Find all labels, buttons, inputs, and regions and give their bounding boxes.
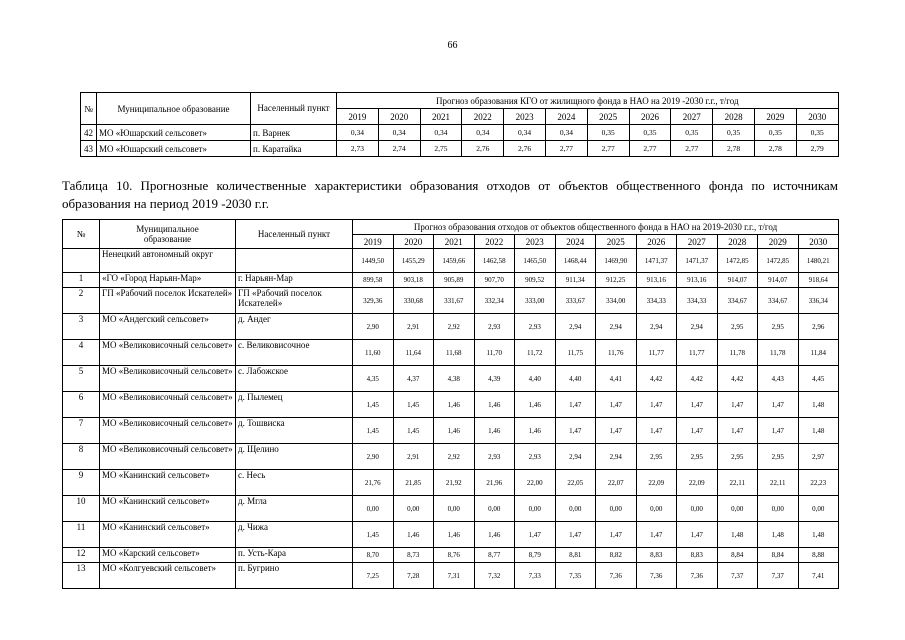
kgo-forecast-table (80, 92, 839, 157)
value-cell: 909,52 (515, 273, 556, 288)
value-cell: 4,40 (555, 366, 596, 392)
value-cell: 22,11 (758, 470, 799, 496)
value-cell: 2,77 (671, 141, 713, 157)
value-cell: 2,95 (758, 444, 799, 470)
value-cell: 0,00 (515, 496, 556, 522)
locality-cell: д. Мгла (236, 496, 353, 522)
year-header: 2023 (515, 235, 556, 249)
year-header: 2030 (798, 235, 839, 249)
table-row (63, 366, 839, 392)
value-cell: 2,96 (798, 314, 839, 340)
locality-cell (236, 249, 353, 273)
value-cell: 914,07 (717, 273, 758, 288)
value-cell: 1,46 (434, 522, 475, 548)
value-cell: 11,84 (798, 340, 839, 366)
value-cell: 912,25 (596, 273, 637, 288)
year-header: 2021 (434, 235, 475, 249)
year-header: 2020 (393, 235, 434, 249)
locality-cell: д. Тошвиска (236, 418, 353, 444)
year-header: 2027 (677, 235, 718, 249)
year-header: 2020 (378, 109, 420, 125)
locality-cell: г. Нарьян-Мар (236, 273, 353, 288)
value-cell: 22,05 (555, 470, 596, 496)
value-cell: 1,47 (596, 522, 637, 548)
value-cell: 21,92 (434, 470, 475, 496)
value-cell: 7,41 (798, 563, 839, 589)
value-cell: 2,90 (353, 444, 394, 470)
value-cell: 0,35 (713, 125, 755, 141)
value-cell: 2,95 (677, 444, 718, 470)
value-cell: 1,48 (798, 522, 839, 548)
value-cell: 1,47 (677, 392, 718, 418)
value-cell: 7,36 (596, 563, 637, 589)
value-cell: 22,00 (515, 470, 556, 496)
year-header: 2024 (555, 235, 596, 249)
value-cell: 1480,21 (798, 249, 839, 273)
value-cell: 1,47 (515, 522, 556, 548)
year-header: 2023 (504, 109, 546, 125)
value-cell: 2,92 (434, 444, 475, 470)
value-cell: 0,00 (555, 496, 596, 522)
row-number: 11 (63, 522, 100, 548)
col-header-municipality: Муниципальное образование (97, 93, 251, 125)
value-cell: 8,82 (596, 548, 637, 563)
value-cell: 1,48 (798, 392, 839, 418)
municipality-cell: МО «Великовисочный сельсовет» (100, 366, 236, 392)
value-cell: 0,00 (636, 496, 677, 522)
value-cell: 2,91 (393, 314, 434, 340)
municipality-cell: ГП «Рабочий поселок Искателей» (100, 288, 236, 314)
value-cell: 7,28 (393, 563, 434, 589)
value-cell: 334,67 (758, 288, 799, 314)
value-cell: 911,34 (555, 273, 596, 288)
value-cell: 0,00 (434, 496, 475, 522)
table-row (63, 563, 839, 589)
value-cell: 11,76 (596, 340, 637, 366)
value-cell: 11,70 (474, 340, 515, 366)
table-row (63, 418, 839, 444)
value-cell: 1,47 (636, 418, 677, 444)
value-cell: 7,31 (434, 563, 475, 589)
municipality-cell: МО «Карский сельсовет» (100, 548, 236, 563)
value-cell: 1,47 (636, 392, 677, 418)
value-cell: 2,94 (636, 314, 677, 340)
value-cell: 2,73 (337, 141, 379, 157)
value-cell: 334,33 (677, 288, 718, 314)
value-cell: 1,46 (474, 392, 515, 418)
locality-cell: п. Каратайка (251, 141, 337, 157)
value-cell: 1,48 (717, 522, 758, 548)
value-cell: 329,36 (353, 288, 394, 314)
value-cell: 1,47 (677, 522, 718, 548)
value-cell: 11,77 (677, 340, 718, 366)
value-cell: 0,00 (717, 496, 758, 522)
table-row (63, 288, 839, 314)
value-cell: 907,70 (474, 273, 515, 288)
value-cell: 11,78 (717, 340, 758, 366)
table-row (63, 470, 839, 496)
value-cell: 1459,66 (434, 249, 475, 273)
value-cell: 0,35 (587, 125, 629, 141)
year-header: 2029 (754, 109, 796, 125)
value-cell: 22,09 (677, 470, 718, 496)
value-cell: 4,42 (636, 366, 677, 392)
value-cell: 2,94 (555, 444, 596, 470)
value-cell: 331,67 (434, 288, 475, 314)
value-cell: 7,37 (717, 563, 758, 589)
value-cell: 1472,85 (717, 249, 758, 273)
col-header-forecast: Прогноз образования отходов от объектов общественного фонда в НАО на 2019-2030 г.г., т/год (353, 220, 839, 235)
value-cell: 11,78 (758, 340, 799, 366)
value-cell: 0,00 (474, 496, 515, 522)
locality-cell: ГП «Рабочий поселок Искателей» (236, 288, 353, 314)
table-row (81, 141, 839, 157)
locality-cell: п. Усть-Кара (236, 548, 353, 563)
year-header: 2026 (636, 235, 677, 249)
row-number: 42 (81, 125, 97, 141)
page-number: 66 (447, 40, 458, 51)
value-cell: 0,34 (337, 125, 379, 141)
value-cell: 334,33 (636, 288, 677, 314)
year-header: 2026 (629, 109, 671, 125)
value-cell: 2,78 (754, 141, 796, 157)
table-row (63, 548, 839, 563)
value-cell: 8,79 (515, 548, 556, 563)
value-cell: 11,68 (434, 340, 475, 366)
table-row (63, 496, 839, 522)
value-cell: 0,00 (393, 496, 434, 522)
locality-cell: д. Андег (236, 314, 353, 340)
value-cell: 2,77 (587, 141, 629, 157)
year-header: 2028 (717, 235, 758, 249)
value-cell: 0,00 (596, 496, 637, 522)
municipality-cell: МО «Юшарский сельсовет» (97, 141, 251, 157)
municipality-cell: МО «Юшарский сельсовет» (97, 125, 251, 141)
value-cell: 4,42 (717, 366, 758, 392)
value-cell: 914,07 (758, 273, 799, 288)
value-cell: 1472,85 (758, 249, 799, 273)
year-header: 2027 (671, 109, 713, 125)
value-cell: 0,34 (378, 125, 420, 141)
value-cell: 1,47 (555, 418, 596, 444)
value-cell: 1471,37 (636, 249, 677, 273)
value-cell: 899,58 (353, 273, 394, 288)
col-header-forecast: Прогноз образования КГО от жилищного фонда в НАО на 2019 -2030 г.г., т/год (337, 93, 839, 109)
value-cell: 1462,58 (474, 249, 515, 273)
value-cell: 2,95 (636, 444, 677, 470)
value-cell: 0,00 (798, 496, 839, 522)
value-cell: 2,95 (758, 314, 799, 340)
row-number: 12 (63, 548, 100, 563)
table-row (63, 392, 839, 418)
value-cell: 1,48 (758, 522, 799, 548)
row-number: 2 (63, 288, 100, 314)
value-cell: 2,79 (796, 141, 838, 157)
value-cell: 22,09 (636, 470, 677, 496)
value-cell: 1,46 (474, 522, 515, 548)
row-number: 6 (63, 392, 100, 418)
col-header-locality: Населенный пункт (236, 220, 353, 249)
value-cell: 2,93 (474, 444, 515, 470)
value-cell: 2,94 (596, 444, 637, 470)
row-number: 10 (63, 496, 100, 522)
value-cell: 7,33 (515, 563, 556, 589)
row-number: 7 (63, 418, 100, 444)
value-cell: 2,76 (462, 141, 504, 157)
row-number (63, 249, 100, 273)
value-cell: 7,37 (758, 563, 799, 589)
table-row (63, 522, 839, 548)
value-cell: 1,47 (758, 392, 799, 418)
value-cell: 1,46 (515, 392, 556, 418)
municipality-cell: МО «Канинский сельсовет» (100, 522, 236, 548)
value-cell: 8,88 (798, 548, 839, 563)
table-caption: Таблица 10. Прогнозные количественные характеристики образования отходов от объектов общественного фонда по источникам образования на период 2019 -2030 г.г. (62, 178, 838, 211)
value-cell: 333,67 (555, 288, 596, 314)
row-number: 8 (63, 444, 100, 470)
year-header: 2019 (337, 109, 379, 125)
value-cell: 334,67 (717, 288, 758, 314)
col-header-locality: Населенный пункт (251, 93, 337, 125)
value-cell: 1,45 (353, 418, 394, 444)
value-cell: 1,47 (636, 522, 677, 548)
municipality-cell: МО «Канинский сельсовет» (100, 496, 236, 522)
value-cell: 2,93 (474, 314, 515, 340)
locality-cell: с. Великовисочное (236, 340, 353, 366)
locality-cell: д. Пылемец (236, 392, 353, 418)
table-body (81, 125, 839, 157)
locality-cell: с. Несь (236, 470, 353, 496)
value-cell: 2,95 (717, 444, 758, 470)
year-header: 2019 (353, 235, 394, 249)
year-header: 2024 (545, 109, 587, 125)
year-header: 2025 (587, 109, 629, 125)
value-cell: 11,60 (353, 340, 394, 366)
value-cell: 1,45 (353, 392, 394, 418)
value-cell: 905,89 (434, 273, 475, 288)
value-cell: 0,35 (629, 125, 671, 141)
value-cell: 7,36 (677, 563, 718, 589)
year-header: 2030 (796, 109, 838, 125)
value-cell: 7,32 (474, 563, 515, 589)
value-cell: 1,47 (717, 418, 758, 444)
value-cell: 1,46 (434, 418, 475, 444)
value-cell: 7,25 (353, 563, 394, 589)
value-cell: 0,34 (504, 125, 546, 141)
year-header: 2022 (462, 109, 504, 125)
table-row (63, 444, 839, 470)
locality-cell: д. Щелино (236, 444, 353, 470)
value-cell: 0,34 (420, 125, 462, 141)
value-cell: 918,64 (798, 273, 839, 288)
table-row (63, 249, 839, 273)
value-cell: 8,81 (555, 548, 596, 563)
value-cell: 21,76 (353, 470, 394, 496)
value-cell: 1469,90 (596, 249, 637, 273)
value-cell: 8,83 (636, 548, 677, 563)
value-cell: 8,76 (434, 548, 475, 563)
value-cell: 1,45 (353, 522, 394, 548)
value-cell: 1471,37 (677, 249, 718, 273)
value-cell: 1,47 (677, 418, 718, 444)
value-cell: 2,94 (596, 314, 637, 340)
value-cell: 8,73 (393, 548, 434, 563)
value-cell: 1,45 (393, 418, 434, 444)
value-cell: 1,46 (393, 522, 434, 548)
locality-cell: п. Варнек (251, 125, 337, 141)
value-cell: 0,35 (754, 125, 796, 141)
value-cell: 11,64 (393, 340, 434, 366)
value-cell: 1465,50 (515, 249, 556, 273)
value-cell: 7,36 (636, 563, 677, 589)
municipality-cell: МО «Андегский сельсовет» (100, 314, 236, 340)
value-cell: 1,47 (758, 418, 799, 444)
value-cell: 4,40 (515, 366, 556, 392)
value-cell: 4,43 (758, 366, 799, 392)
value-cell: 2,93 (515, 314, 556, 340)
value-cell: 333,00 (515, 288, 556, 314)
municipality-cell: МО «Великовисочный сельсовет» (100, 444, 236, 470)
value-cell: 4,41 (596, 366, 637, 392)
value-cell: 7,35 (555, 563, 596, 589)
value-cell: 22,23 (798, 470, 839, 496)
year-header: 2022 (474, 235, 515, 249)
locality-cell: п. Бугрино (236, 563, 353, 589)
municipality-cell: «ГО «Город Нарьян-Мар» (100, 273, 236, 288)
value-cell: 0,35 (796, 125, 838, 141)
locality-cell: с. Лабожское (236, 366, 353, 392)
value-cell: 0,00 (353, 496, 394, 522)
value-cell: 2,74 (378, 141, 420, 157)
value-cell: 1449,50 (353, 249, 394, 273)
value-cell: 0,35 (671, 125, 713, 141)
value-cell: 913,16 (636, 273, 677, 288)
municipality-cell: МО «Великовисочный сельсовет» (100, 340, 236, 366)
value-cell: 8,84 (758, 548, 799, 563)
value-cell: 1,46 (515, 418, 556, 444)
col-header-num: № (63, 220, 100, 249)
value-cell: 330,68 (393, 288, 434, 314)
year-header: 2021 (420, 109, 462, 125)
value-cell: 336,34 (798, 288, 839, 314)
value-cell: 22,07 (596, 470, 637, 496)
col-header-num: № (81, 93, 97, 125)
value-cell: 4,37 (393, 366, 434, 392)
table-row (81, 125, 839, 141)
table-row (63, 340, 839, 366)
value-cell: 2,95 (717, 314, 758, 340)
value-cell: 0,34 (462, 125, 504, 141)
municipality-cell: МО «Колгуевский сельсовет» (100, 563, 236, 589)
row-number: 9 (63, 470, 100, 496)
value-cell: 4,39 (474, 366, 515, 392)
value-cell: 1,46 (434, 392, 475, 418)
col-header-municipality: Муниципальное образование (100, 220, 236, 249)
value-cell: 1,47 (717, 392, 758, 418)
value-cell: 1468,44 (555, 249, 596, 273)
value-cell: 0,00 (758, 496, 799, 522)
value-cell: 4,38 (434, 366, 475, 392)
value-cell: 0,00 (677, 496, 718, 522)
value-cell: 1,45 (393, 392, 434, 418)
row-number: 1 (63, 273, 100, 288)
value-cell: 1,47 (596, 418, 637, 444)
year-header: 2025 (596, 235, 637, 249)
value-cell: 1455,29 (393, 249, 434, 273)
table-row (63, 273, 839, 288)
value-cell: 4,42 (677, 366, 718, 392)
value-cell: 2,77 (629, 141, 671, 157)
value-cell: 2,77 (545, 141, 587, 157)
value-cell: 1,47 (555, 392, 596, 418)
value-cell: 21,96 (474, 470, 515, 496)
value-cell: 8,83 (677, 548, 718, 563)
value-cell: 4,35 (353, 366, 394, 392)
value-cell: 2,75 (420, 141, 462, 157)
value-cell: 11,75 (555, 340, 596, 366)
value-cell: 11,72 (515, 340, 556, 366)
table-row (63, 314, 839, 340)
value-cell: 1,47 (596, 392, 637, 418)
municipality-cell: МО «Канинский сельсовет» (100, 470, 236, 496)
value-cell: 2,78 (713, 141, 755, 157)
value-cell: 2,94 (677, 314, 718, 340)
value-cell: 22,11 (717, 470, 758, 496)
municipality-cell: МО «Великовисочный сельсовет» (100, 418, 236, 444)
value-cell: 903,18 (393, 273, 434, 288)
locality-cell: д. Чижа (236, 522, 353, 548)
table-body (63, 249, 839, 589)
value-cell: 1,46 (474, 418, 515, 444)
value-cell: 8,70 (353, 548, 394, 563)
value-cell: 1,48 (798, 418, 839, 444)
year-header: 2028 (713, 109, 755, 125)
value-cell: 2,90 (353, 314, 394, 340)
value-cell: 2,93 (515, 444, 556, 470)
row-number: 5 (63, 366, 100, 392)
value-cell: 332,34 (474, 288, 515, 314)
value-cell: 0,34 (545, 125, 587, 141)
value-cell: 913,16 (677, 273, 718, 288)
value-cell: 4,45 (798, 366, 839, 392)
value-cell: 8,84 (717, 548, 758, 563)
value-cell: 8,77 (474, 548, 515, 563)
value-cell: 1,47 (555, 522, 596, 548)
value-cell: 2,94 (555, 314, 596, 340)
row-number: 3 (63, 314, 100, 340)
value-cell: 2,97 (798, 444, 839, 470)
municipality-cell: Ненецкий автономный округ (100, 249, 236, 273)
value-cell: 334,00 (596, 288, 637, 314)
value-cell: 2,92 (434, 314, 475, 340)
value-cell: 2,76 (504, 141, 546, 157)
value-cell: 21,85 (393, 470, 434, 496)
value-cell: 2,91 (393, 444, 434, 470)
public-fund-forecast-table (62, 219, 839, 589)
row-number: 13 (63, 563, 100, 589)
year-header: 2029 (758, 235, 799, 249)
municipality-cell: МО «Великовисочный сельсовет» (100, 392, 236, 418)
row-number: 4 (63, 340, 100, 366)
row-number: 43 (81, 141, 97, 157)
value-cell: 11,77 (636, 340, 677, 366)
